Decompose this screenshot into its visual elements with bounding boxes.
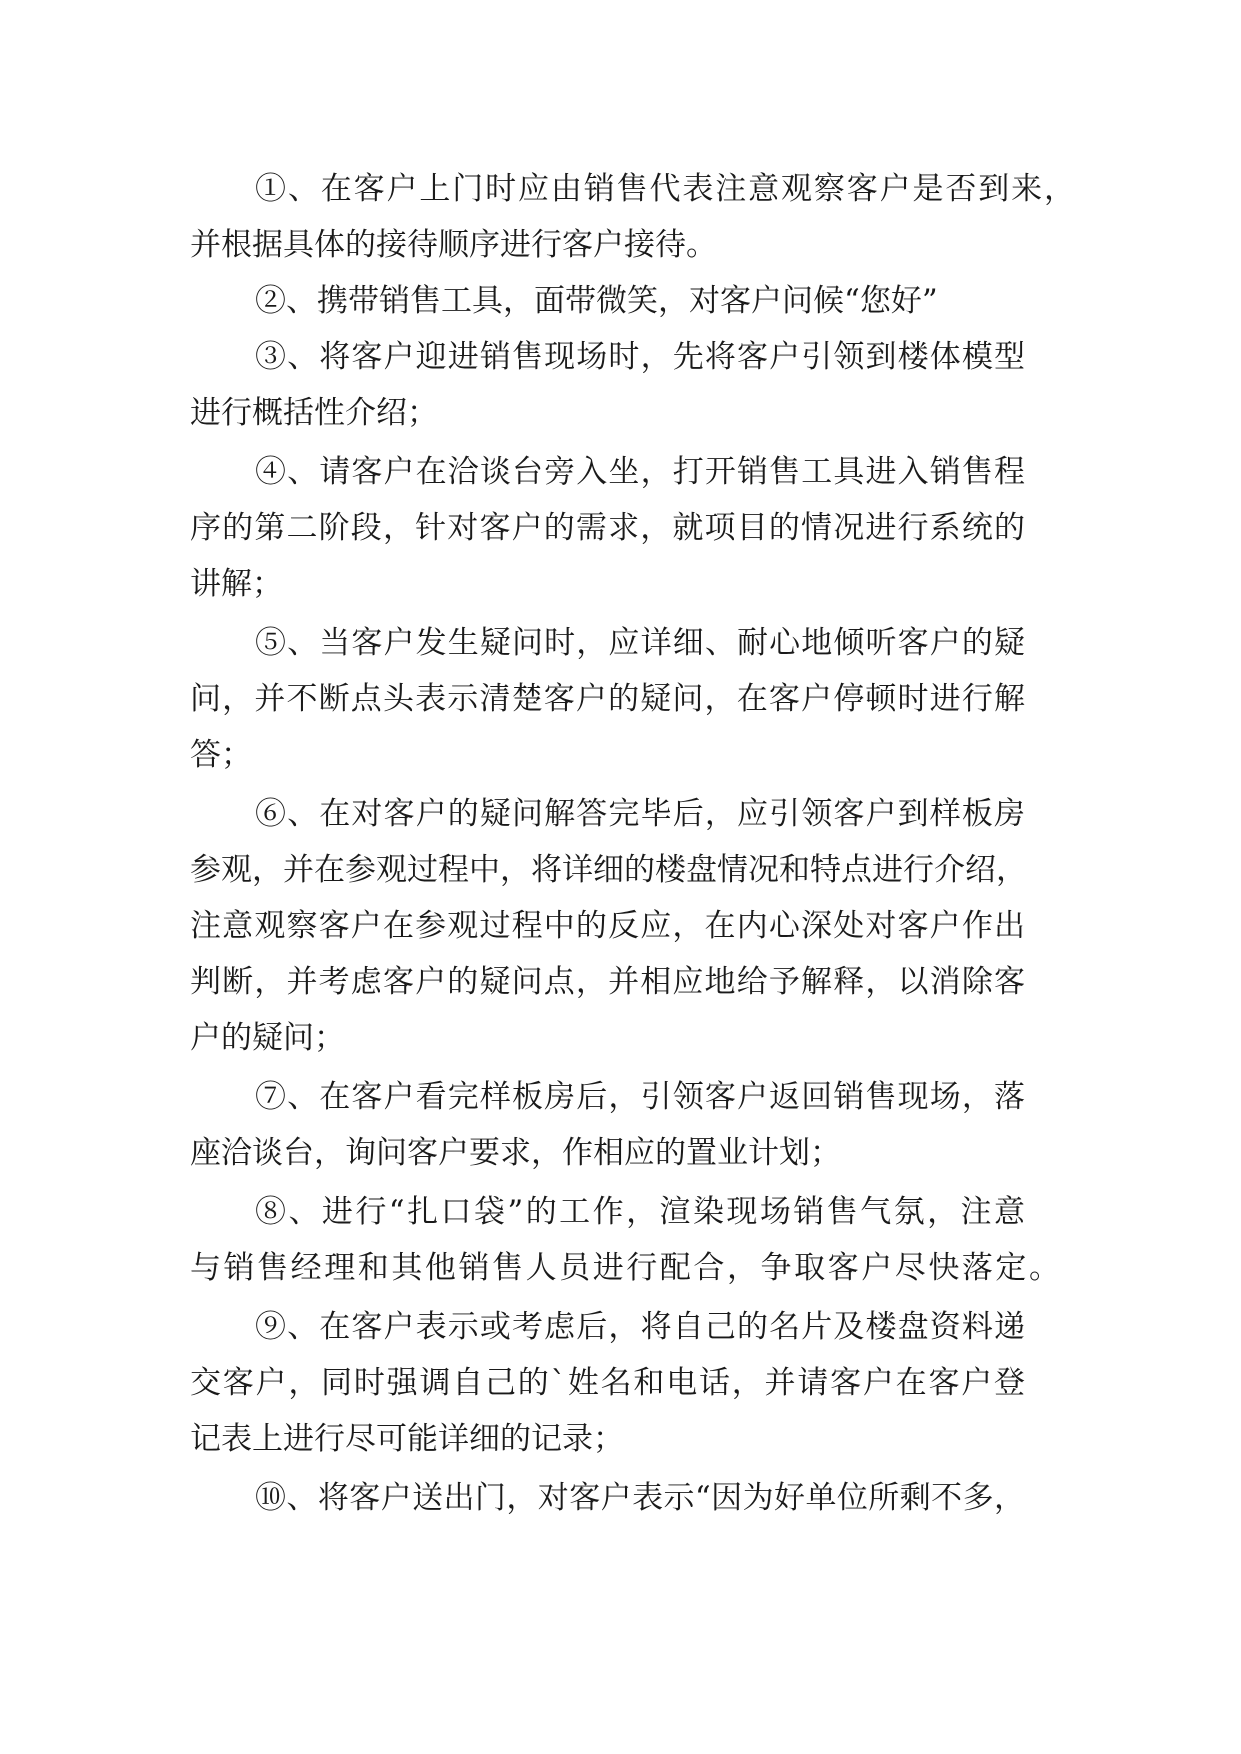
paragraph-5-line-1: ⑤、当客户发生疑问时，应详细、耐心地倾听客户的疑 — [255, 625, 1025, 661]
paragraph-8-line-2: 与销售经理和其他销售人员进行配合，争取客户尽快落定。 — [190, 1250, 1060, 1286]
paragraph-9-line-1: ⑨、在客户表示或考虑后，将自己的名片及楼盘资料递 — [255, 1309, 1025, 1345]
paragraph-6-line-2: 参观，并在参观过程中，将详细的楼盘情况和特点进行介绍， — [190, 852, 1027, 888]
paragraph-2-line-1: ②、携带销售工具，面带微笑，对客户问候“您好” — [255, 283, 938, 319]
paragraph-1-line-2: 并根据具体的接待顺序进行客户接待。 — [190, 227, 717, 263]
paragraph-3-line-1: ③、将客户迎进销售现场时，先将客户引领到楼体模型 — [255, 339, 1025, 375]
paragraph-5-line-2: 问，并不断点头表示清楚客户的疑问，在客户停顿时进行解 — [190, 681, 1025, 717]
paragraph-6-line-4: 判断，并考虑客户的疑问点，并相应地给予解释，以消除客 — [190, 964, 1025, 1000]
paragraph-4-line-2: 序的第二阶段，针对客户的需求，就项目的情况进行系统的 — [190, 510, 1025, 546]
paragraph-4-line-3: 讲解； — [190, 566, 283, 602]
paragraph-8-line-1: ⑧、进行“扎口袋”的工作，渲染现场销售气氛，注意 — [255, 1194, 1025, 1230]
paragraph-6-line-1: ⑥、在对客户的疑问解答完毕后，应引领客户到样板房 — [255, 796, 1025, 832]
paragraph-7-line-2: 座洽谈台，询问客户要求，作相应的置业计划； — [190, 1135, 841, 1171]
paragraph-4-line-1: ④、请客户在洽谈台旁入坐，打开销售工具进入销售程 — [255, 454, 1025, 490]
paragraph-1-line-1: ①、在客户上门时应由销售代表注意观察客户是否到来， — [255, 171, 1075, 207]
paragraph-3-line-2: 进行概括性介绍； — [190, 395, 438, 431]
paragraph-9-line-3: 记表上进行尽可能详细的记录； — [190, 1421, 624, 1457]
paragraph-6-line-3: 注意观察客户在参观过程中的反应，在内心深处对客户作出 — [190, 908, 1025, 944]
paragraph-9-line-2: 交客户，同时强调自己的`姓名和电话，并请客户在客户登 — [190, 1365, 1025, 1401]
paragraph-7-line-1: ⑦、在客户看完样板房后，引领客户返回销售现场，落 — [255, 1079, 1025, 1115]
paragraph-10-line-1: ⑩、将客户送出门，对客户表示“因为好单位所剩不多， — [255, 1480, 1025, 1516]
paragraph-5-line-3: 答； — [190, 737, 252, 773]
paragraph-6-line-5: 户的疑问； — [190, 1020, 345, 1056]
